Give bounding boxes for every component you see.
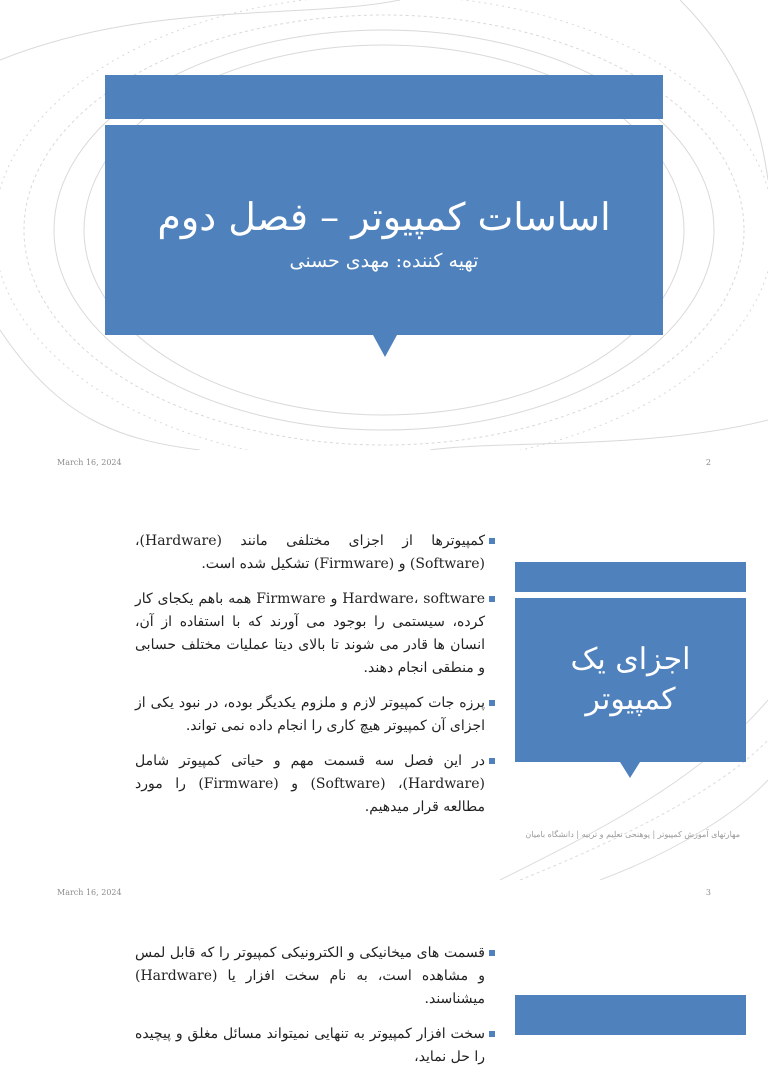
slide-title: اجزای یک کمپیوتر <box>570 642 691 717</box>
bullet-item: سخت افزار کمپیوتر به تنهایی نمیتواند مسائل مغلق و پیچیده را حل نماید، <box>135 1023 485 1069</box>
content-slide-2 <box>0 450 768 880</box>
side-title-card <box>515 598 746 762</box>
slide-number: 2 <box>705 458 711 467</box>
bullet-item: قسمت های میخانیکی و الکترونیکی کمپیوتر را که قابل لمس و مشاهده است، به نام سخت افزار یا (Hardware) میشناسند. <box>135 942 485 1011</box>
title-accent-bar <box>105 75 663 119</box>
presentation-title: اساسات کمپیوتر – فصل دوم <box>157 195 611 239</box>
bullet-item: در این فصل سه قسمت مهم و حیاتی کمپیوتر شامل (Hardware)، (Software) و (Firmware) را مورد مطالعه قرار میدهیم. <box>135 750 485 819</box>
bullet-item: پرزه جات کمپیوتر لازم و ملزوم یکدیگر بوده، در نبود یکی از اجزای آن کمپیوتر هیچ کاری را انجام داده نمی تواند. <box>135 692 485 738</box>
bullet-list <box>135 530 485 831</box>
slide-number: 3 <box>705 888 711 897</box>
title-card <box>105 125 663 335</box>
slide-date: March 16, 2024 <box>57 458 122 467</box>
side-accent-bar <box>515 562 746 592</box>
title-slide <box>0 0 768 450</box>
bullet-item: Hardware، software و Firmware همه باهم یکجای کار کرده، سیستمی را بوجود می آورند که با استفاده از آن، انسان ها قادر می شوند تا بالای دیتا عملیات مختلف حسابی و منطقی انجام دهند. <box>135 588 485 680</box>
content-slide-3 <box>0 880 768 1065</box>
bullet-list <box>135 942 485 1081</box>
side-accent-bar <box>515 995 746 1035</box>
bullet-item: کمپیوترها از اجزای مختلفی مانند (Hardware)، (Software) و (Firmware) تشکیل شده است. <box>135 530 485 576</box>
presentation-subtitle: تهیه کننده: مهدی حسنی <box>289 250 479 272</box>
slide-date: March 16, 2024 <box>57 888 122 897</box>
slide-footer: مهارتهای آموزش کمپیوتر | پوهنحی تعلیم و تربیه | دانشگاه بامیان <box>525 830 740 839</box>
